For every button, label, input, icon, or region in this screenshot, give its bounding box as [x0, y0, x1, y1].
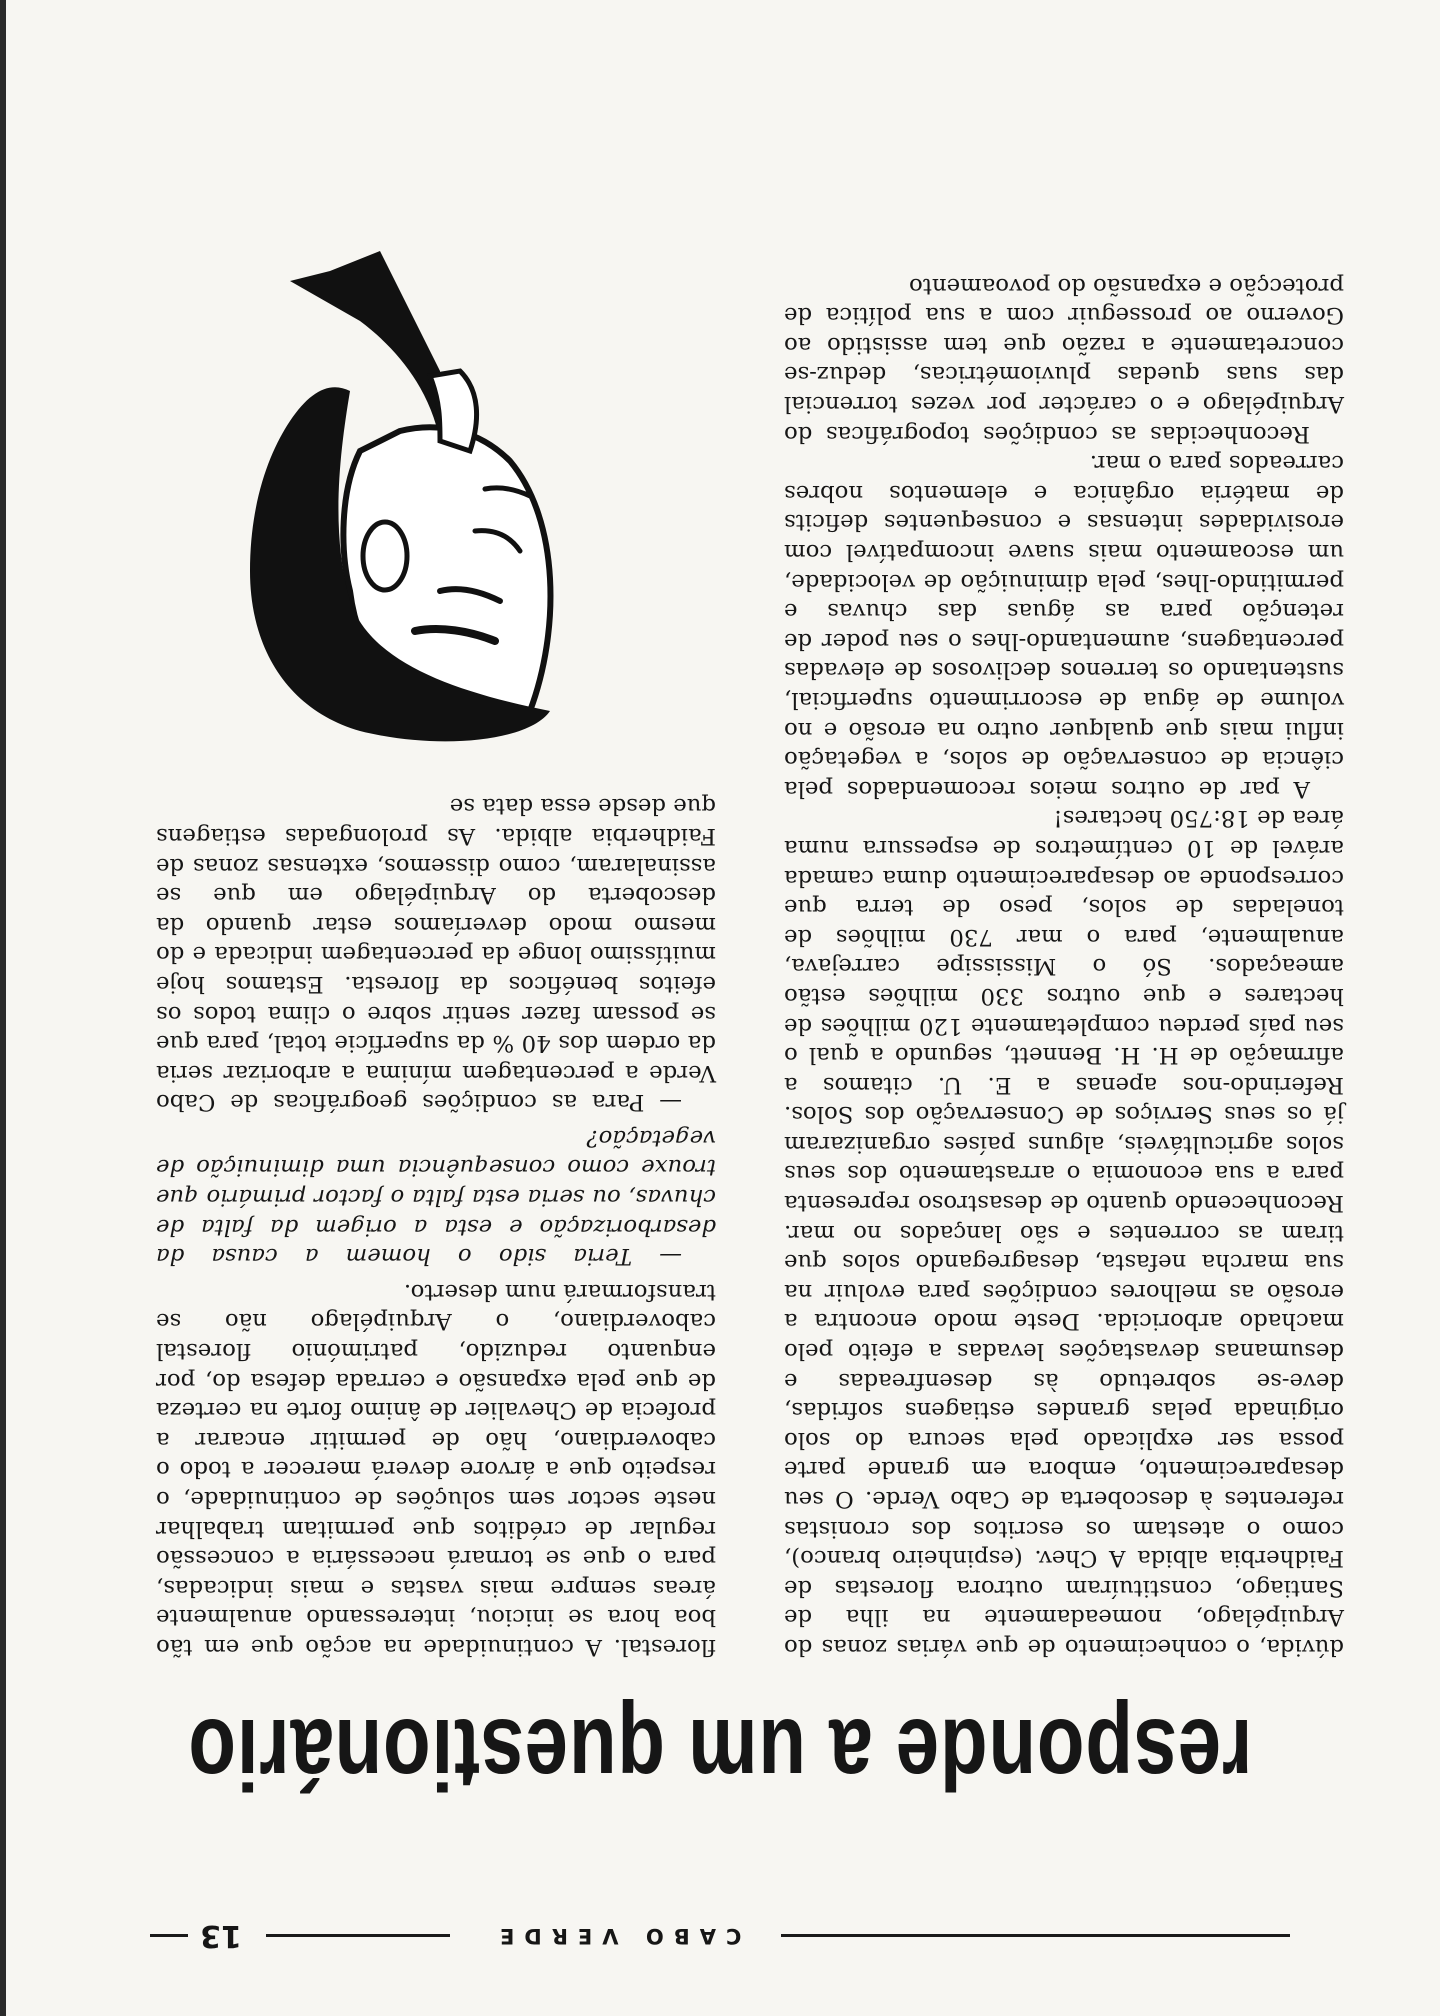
interview-answer: — Para as condições geográficas de Cabo Verde a percentagem mínima a arborizar seria da ordem dos 40 % da superfície total, para que se possam fazer sentir sobre o clima todos os efeitos benéficos da floresta. Estamos hoje muitíssimo longe da percentagem indicada e do mesmo modo deveríamos estar quando da descoberta do Arquipélago em que se assinalaram, como dissemos, extensas zonas de Faidherbia albida. As prolongadas estiagens que desde essa data se: [156, 793, 716, 1116]
rule: [150, 1935, 188, 1938]
rule: [266, 1935, 450, 1938]
rule: [781, 1935, 1290, 1938]
text-column-left: [784, 270, 1344, 1661]
text-column-right: [156, 791, 716, 1661]
paragraph: Reconhecidas as condições topográficas do Arquipélago e o carácter por vezes torrencial das suas quedas pluviométricas, deduz-se concretamente a razão que tem assistido ao Governo ao prosseguir com a sua política de protecção e expansão do povoamento: [784, 272, 1344, 447]
page-number: 13: [200, 1918, 242, 1954]
magazine-title: CABO VERDE: [490, 1924, 742, 1948]
portrait-caricature-icon: [230, 231, 590, 751]
running-head: [150, 1916, 1290, 1956]
paragraph: dúvida, o conhecimento de que várias zonas do Arquipélago, nomeadamente na ilha de Santiago, constituíram outrora florestas de Faidherbia albida A Chev. (espinheiro branco), como o atestam os escritos dos cronistas referentes à descoberta de Cabo Verde. O seu desaparecimento, embora em grande parte possa ser explicado pela secura do solo originada pelas grandes estiagens sofridas, deve-se sobretudo às desenfreadas e desumanas devastações levadas a efeito pelo machado arboricida. Deste modo encontra a erosão as melhores condições para evoluir na sua marcha nefasta, desagregando solos que tiram as correntes e são lançados no mar. Reconhecendo quanto de desastroso representa para a sua economia o arrastamento dos seus solos agricultáveis, alguns países organizaram já os seus Serviços de Conservação dos Solos. Referindo-nos apenas a E. U. citamos a afirmação de H. H. Bennett, segundo a qual o seu país perdeu completamente 120 milhões de hectares e que outros 330 milhões estão ameaçados. Só o Mississipe carrejava, anualmente, para o mar 730 milhões de toneladas de solos, peso de terra que corresponde ao desaparecimento duma camada arável de 10 centímetros de espessura numa área de 18:750 hectares!: [784, 805, 1344, 1660]
interview-question: — Teria sido o homem a causa da desarborização e esta a origem da falta de chuvas, ou seria esta falta o factor primário que trouxe como consequência uma diminuição de vegetação?: [156, 1124, 716, 1270]
page-number-group: [150, 1919, 450, 1954]
headline: responde a um questionário: [187, 1698, 1253, 1810]
page-edge: [0, 0, 6, 2016]
paragraph: A par de outros meios recomendados pela ciência de conservação de solos, a vegetação influi mais que qualquer outro na erosão e no volume de água de escorrimento superficial, sustentando os terrenos declivosos de elevadas percentagens, aumentando-lhes o seu poder de retenção para as águas das chuvas e permitindo-lhes, pela diminuição de velocidade, um escoamento mais suave incompatível com erosividades intensas e consequentes deficits de matéria orgânica e elementos nobres carreados para o mar.: [784, 450, 1344, 802]
paragraph: florestal. A continuidade na acção que em tão boa hora se iniciou, interessando anualmente áreas sempre mais vastas e mais indicadas, para o que se tornará necessária a concessão regular de créditos que permitam trabalhar neste sector sem soluções de continuidade, o respeito que a árvore deverá merecer a todo o caboverdiano, hão de permitir encarar a profecia de Chevalier de ânimo forte na certeza de que pela expansão e cerrada defesa do, por enquanto reduzido, património florestal caboverdiano, o Arquipélago não se transformará num deserto.: [156, 1278, 716, 1660]
